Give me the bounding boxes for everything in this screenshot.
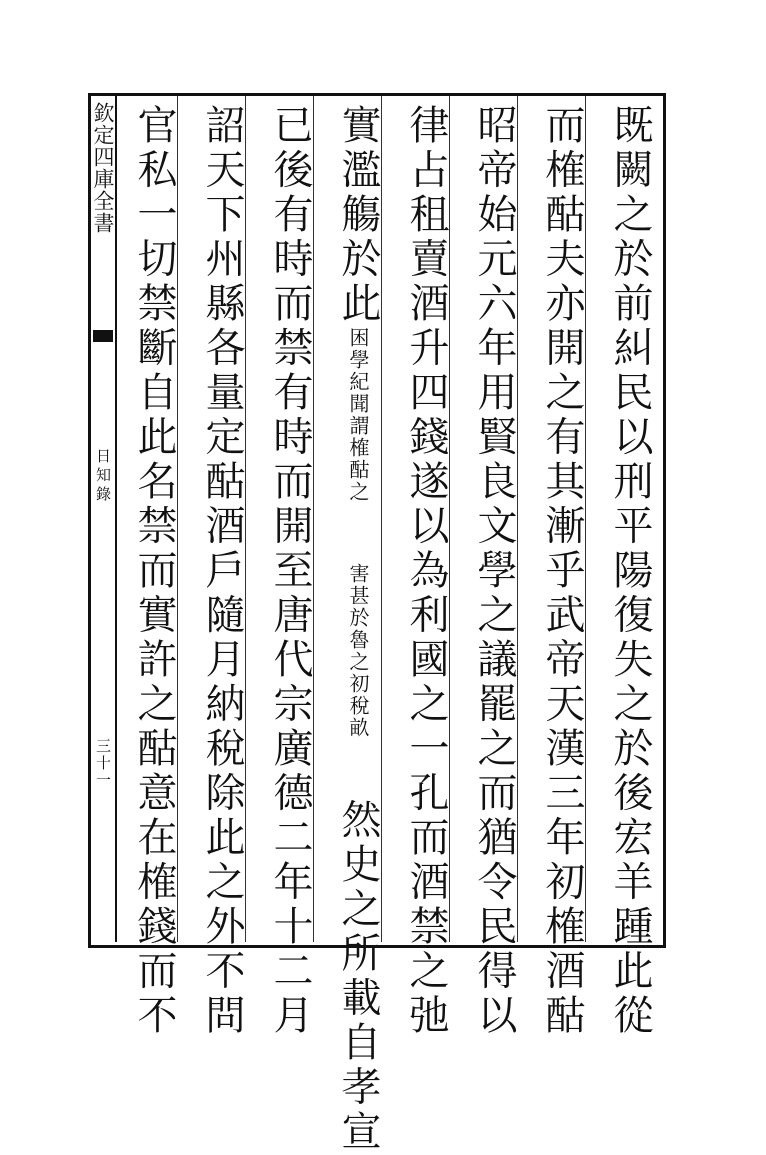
interlinear-note-right: 困學紀聞謂榷酤之 — [346, 326, 370, 503]
text-column-5 — [332, 104, 384, 1155]
text-column-7: 詔天下州縣各量定酤酒戶隨月納稅除此之外不問 — [199, 104, 245, 1039]
text-column-2: 而榷酤夫亦開之有其漸乎武帝天漢三年初榷酒酤 — [539, 104, 585, 1039]
text-column-4: 律占租賣酒升四錢遂以為利國之一孔而酒禁之弛 — [403, 104, 449, 1039]
fishtail-mark — [93, 330, 113, 342]
page-number: 三十一 — [94, 738, 112, 789]
series-title: 欽定四庫全書 — [91, 102, 115, 234]
interlinear-note-left: 害甚於魯之初稅畝 — [346, 562, 370, 739]
frame-right-rule — [663, 93, 666, 948]
text-column-3: 昭帝始元六年用賢良文學之議罷之而猶令民得以 — [471, 104, 517, 1039]
book-title: 日知錄 — [94, 448, 112, 505]
text-column-8: 官私一切禁斷自此名禁而實許之酤意在榷錢而不 — [131, 104, 177, 1039]
column-5-main-before: 實濫觴於此 — [335, 104, 381, 327]
text-column-1: 既闕之於前糾民以刑平陽復失之於後宏羊踵此從 — [607, 104, 653, 1039]
text-column-6: 已後有時而禁有時而開至唐代宗廣德二年十二月 — [267, 104, 313, 1039]
column-5-main-after: 然史之所載自孝宣 — [335, 798, 381, 1155]
